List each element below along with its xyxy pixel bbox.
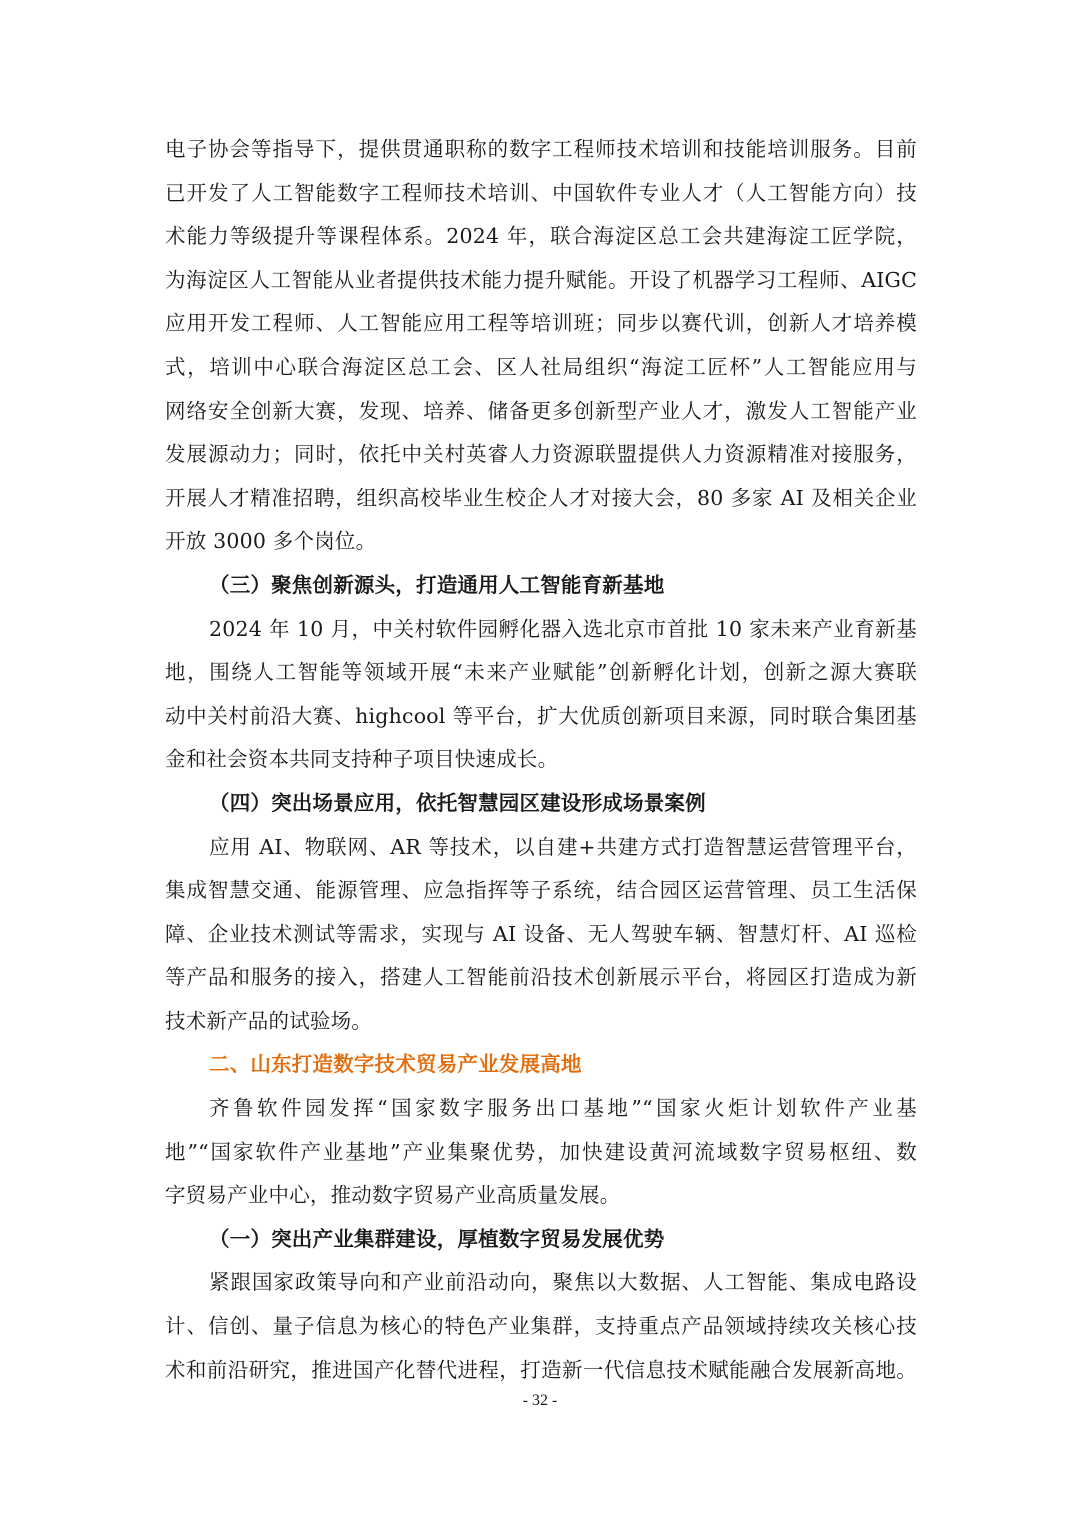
section-heading-shandong: 二、山东打造数字技术贸易产业发展高地 <box>209 1052 582 1077</box>
paragraph-line: 网络安全创新大赛，发现、培养、储备更多创新型产业人才，激发人工智能产业 <box>165 398 917 423</box>
paragraph-line: 发展源动力；同时，依托中关村英睿人力资源联盟提供人力资源精准对接服务， <box>165 442 917 467</box>
paragraph-line: 应用 AI、物联网、AR 等技术，以自建+共建方式打造智慧运营管理平台， <box>209 834 917 859</box>
paragraph-line: 式，培训中心联合海淀区总工会、区人社局组织“海淀工匠杯”人工智能应用与 <box>165 354 917 379</box>
paragraph-line: 地”“国家软件产业基地”产业集聚优势，加快建设黄河流域数字贸易枢纽、数 <box>165 1139 917 1164</box>
paragraph-line: 字贸易产业中心，推动数字贸易产业高质量发展。 <box>165 1183 621 1208</box>
paragraph-line: 动中关村前沿大赛、highcool 等平台，扩大优质创新项目来源，同时联合集团基 <box>165 703 917 728</box>
paragraph-line: 集成智慧交通、能源管理、应急指挥等子系统，结合园区运营管理、员工生活保 <box>165 878 917 903</box>
paragraph-line: 应用开发工程师、人工智能应用工程等培训班；同步以赛代训，创新人才培养模 <box>165 311 917 336</box>
paragraph-line: 术能力等级提升等课程体系。2024 年，联合海淀区总工会共建海淀工匠学院， <box>165 224 917 249</box>
paragraph-line: 电子协会等指导下，提供贯通职称的数字工程师技术培训和技能培训服务。目前 <box>165 137 917 161</box>
paragraph-line: 计、信创、量子信息为核心的特色产业集群，支持重点产品领域持续攻关核心技 <box>165 1314 917 1339</box>
paragraph-line: 已开发了人工智能数字工程师技术培训、中国软件专业人才（人工智能方向）技 <box>165 180 917 205</box>
paragraph-line: 2024 年 10 月，中关村软件园孵化器入选北京市首批 10 家未来产业育新基 <box>209 616 917 641</box>
paragraph-line: 开放 3000 多个岗位。 <box>165 529 377 554</box>
page-number: - 32 - <box>522 1392 558 1409</box>
subheading-four: （四）突出场景应用，依托智慧园区建设形成场景案例 <box>209 790 706 815</box>
paragraph-line: 地，围绕人工智能等领域开展“未来产业赋能”创新孵化计划，创新之源大赛联 <box>165 660 917 685</box>
paragraph-line: 技术新产品的试验场。 <box>165 1008 372 1033</box>
paragraph-line: 紧跟国家政策导向和产业前沿动向，聚焦以大数据、人工智能、集成电路设 <box>209 1270 917 1295</box>
paragraph-line: 为海淀区人工智能从业者提供技术能力提升赋能。开设了机器学习工程师、AIGC <box>165 267 917 292</box>
subheading-three: （三）聚焦创新源头，打造通用人工智能育新基地 <box>209 572 665 597</box>
document-page <box>165 128 917 1392</box>
subheading-one: （一）突出产业集群建设，厚植数字贸易发展优势 <box>209 1226 665 1251</box>
paragraph-line: 开展人才精准招聘，组织高校毕业生校企人才对接大会，80 多家 AI 及相关企业 <box>165 485 917 510</box>
paragraph-line: 等产品和服务的接入，搭建人工智能前沿技术创新展示平台，将园区打造成为新 <box>165 965 917 990</box>
paragraph-line: 齐鲁软件园发挥“国家数字服务出口基地”“国家火炬计划软件产业基 <box>209 1096 917 1121</box>
paragraph-line: 术和前沿研究，推进国产化替代进程，打造新一代信息技术赋能融合发展新高地。 <box>165 1357 917 1382</box>
paragraph-line: 金和社会资本共同支持种子项目快速成长。 <box>165 747 559 772</box>
paragraph-line: 障、企业技术测试等需求，实现与 AI 设备、无人驾驶车辆、智慧灯杆、AI 巡检 <box>165 921 917 946</box>
